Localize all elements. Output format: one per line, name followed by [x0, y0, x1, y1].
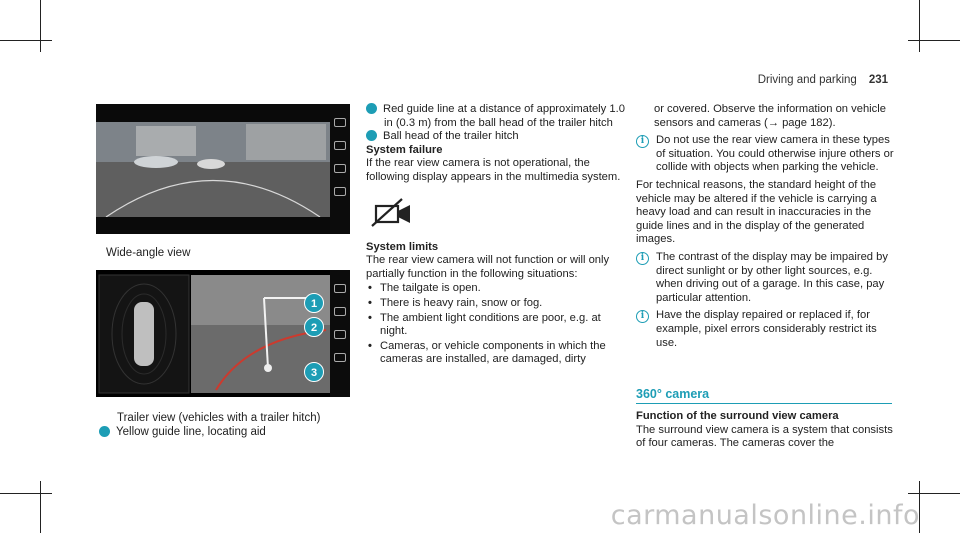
limit-item: • There is heavy rain, snow or fog. [366, 297, 630, 311]
trailer-view-image [96, 270, 350, 397]
info-icon: i [636, 135, 649, 148]
wide-angle-scene [96, 104, 350, 234]
callout-3: 3 [304, 362, 324, 382]
legend-text: Red guide line at a distance of approximately 1.0 in (0.3 m) from the ball head of the trailer hitch [383, 103, 625, 129]
section-rule [636, 403, 892, 404]
technical-paragraph: For technical reasons, the standard height of the vehicle may be altered if the vehicle is carrying a heavy load and can result in inaccuracies in the guide lines and in the display of the generated images. [636, 178, 877, 246]
callout-1: 1 [304, 293, 324, 313]
legend-text: Ball head of the trailer hitch [383, 130, 519, 143]
limit-item: • The ambient light conditions are poor, e.g. at night. [366, 312, 630, 339]
caption-trailer-view: Trailer view (vehicles with a trailer hitch) [117, 412, 321, 424]
system-limits-heading: System limits [366, 240, 439, 253]
legend-number: 3 [366, 130, 377, 141]
crop-mark [0, 493, 52, 494]
section-title: 360° camera [636, 387, 710, 401]
note-3 [636, 309, 894, 350]
continued-text: or covered. Observe the information on vehicle sensors and cameras (→ page 182). [654, 103, 886, 129]
legend-text: Yellow guide line, locating aid [116, 426, 266, 438]
system-failure-text: If the rear view camera is not operational, the following display appears in the multimedia system. [366, 157, 621, 183]
system-failure-heading: System failure [366, 143, 443, 156]
crop-mark [908, 493, 960, 494]
camera-off-icon [370, 197, 416, 227]
note-2 [636, 251, 894, 305]
info-icon: i [636, 310, 649, 323]
right-column [636, 103, 894, 354]
legend-item-1 [93, 426, 377, 440]
legend-number: 2 [366, 103, 377, 114]
limit-item: • Cameras, or vehicle components in which the cameras are installed, are damaged, dirty [366, 340, 630, 367]
legend-item-2 [360, 103, 630, 130]
watermark: carmanualsonline.info [610, 500, 920, 531]
crop-mark [40, 0, 41, 52]
header-section: Driving and parking [757, 74, 857, 86]
info-icon: i [636, 252, 649, 265]
note-1 [636, 134, 894, 175]
function-text: The surround view camera is a system that consists of four cameras. The cameras cover the [636, 423, 893, 450]
system-limits-text: The rear view camera will not function or will only partially function in the following situations: [366, 254, 610, 280]
note-text: Do not use the rear view camera in these types of situation. You could otherwise injure others or collide with objects when parking the vehicle. [656, 134, 894, 174]
camera-side-menu [330, 270, 350, 397]
page-header [758, 74, 888, 86]
note-text: The contrast of the display may be impaired by direct sunlight or by other light sources, e.g. when driving out of a garage. In this case, pay particular attention. [656, 250, 888, 304]
limit-item: • The tailgate is open. [366, 282, 630, 296]
function-block [636, 410, 894, 451]
note-text: Have the display repaired or replaced if, for example, pixel errors considerably restrict its use. [656, 309, 877, 349]
camera-side-menu [330, 104, 350, 234]
wide-angle-image [96, 104, 350, 234]
middle-column [360, 103, 630, 368]
callout-2: 2 [304, 317, 324, 337]
crop-mark [919, 0, 920, 52]
page-number: 231 [868, 74, 888, 86]
crop-mark [0, 40, 52, 41]
crop-mark [908, 40, 960, 41]
legend-item-3 [360, 130, 630, 144]
function-heading: Function of the surround view camera [636, 410, 839, 422]
camera-unavailable-icon [370, 197, 630, 229]
legend-number: 1 [99, 426, 110, 437]
caption-wide-angle: Wide-angle view [106, 247, 191, 259]
crop-mark [40, 481, 41, 533]
